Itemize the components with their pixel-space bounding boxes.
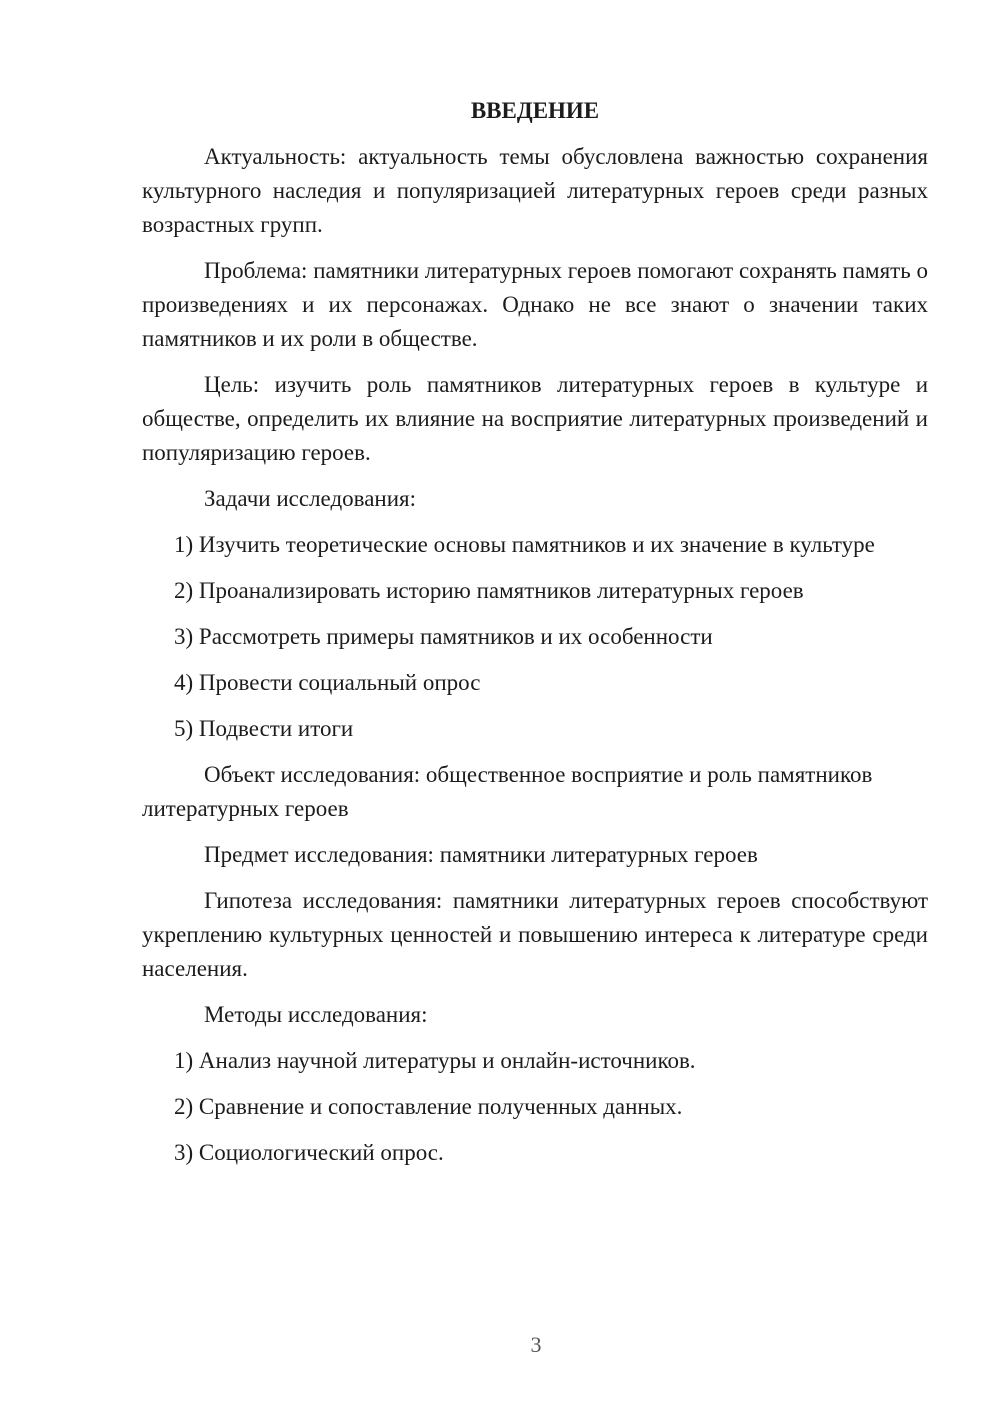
task-item-1: 1) Изучить теоретические основы памятников и их значение в культуре [174,532,875,557]
section-title: ВВЕДЕНИЕ [470,98,600,123]
method-item-2: 2) Сравнение и сопоставление полученных данных. [174,1094,683,1119]
task-item-4: 4) Провести социальный опрос [174,670,481,695]
task-item-3: 3) Рассмотреть примеры памятников и их особенности [174,624,713,649]
goal-paragraph: Цель: изучить роль памятников литературных героев в культуре и обществе, определить их влияние на восприятие литературных произведений и популяризацию героев. [142,372,928,465]
method-item-1: 1) Анализ научной литературы и онлайн-источников. [174,1048,696,1073]
relevance-paragraph: Актуальность: актуальность темы обусловлена важностью сохранения культурного наследия и популяризацией литературных героев среди разных возрастных групп. [142,144,928,237]
problem-paragraph: Проблема: памятники литературных героев помогают сохранять память о произведениях и их персонажах. Однако не все знают о значении таких памятников и их роли в обществе. [142,258,928,351]
task-item-5: 5) Подвести итоги [174,716,354,741]
object-paragraph: Объект исследования: общественное восприятие и роль памятников литературных героев [142,762,873,821]
tasks-heading: Задачи исследования: [204,486,417,511]
task-item-2: 2) Проанализировать историю памятников литературных героев [174,578,804,603]
subject-paragraph: Предмет исследования: памятники литературных героев [204,842,758,867]
document-page [142,95,928,1182]
hypothesis-paragraph: Гипотеза исследования: памятники литературных героев способствуют укреплению культурных ценностей и повышению интереса к литературе среди населения. [142,888,928,981]
methods-heading: Методы исследования: [204,1002,428,1027]
method-item-3: 3) Социологический опрос. [174,1140,444,1165]
page-number: 3 [530,1332,542,1357]
